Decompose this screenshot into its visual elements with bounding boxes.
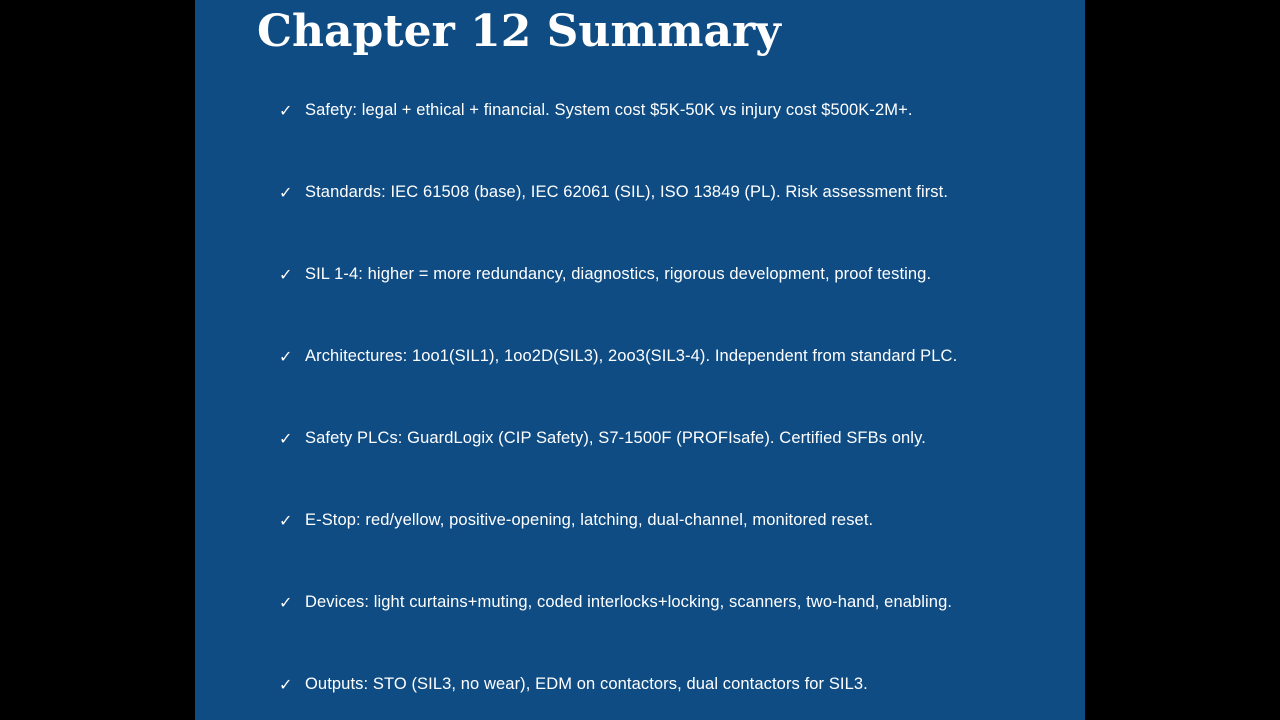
check-mark-icon: ✓ bbox=[279, 428, 293, 448]
presentation-slide bbox=[195, 0, 1085, 720]
bullet-text: Standards: IEC 61508 (base), IEC 62061 (SIL), ISO 13849 (PL). Risk assessment first. bbox=[305, 182, 949, 201]
check-mark-icon: ✓ bbox=[279, 510, 293, 530]
bullet-item bbox=[279, 257, 957, 291]
bullet-text: Safety: legal + ethical + financial. System cost $5K-50K vs injury cost $500K-2M+. bbox=[305, 100, 913, 119]
check-mark-icon: ✓ bbox=[279, 346, 293, 366]
check-mark-icon: ✓ bbox=[279, 182, 293, 202]
bullet-item bbox=[279, 421, 957, 455]
bullet-item bbox=[279, 339, 957, 373]
bullet-item bbox=[279, 667, 957, 701]
bullet-text: Safety PLCs: GuardLogix (CIP Safety), S7-1500F (PROFIsafe). Certified SFBs only. bbox=[305, 428, 926, 447]
bullet-text: SIL 1-4: higher = more redundancy, diagnostics, rigorous development, proof testing. bbox=[305, 264, 932, 283]
bullet-item bbox=[279, 503, 957, 537]
bullet-text: Devices: light curtains+muting, coded interlocks+locking, scanners, two-hand, enabling. bbox=[305, 592, 953, 611]
check-mark-icon: ✓ bbox=[279, 674, 293, 694]
check-mark-icon: ✓ bbox=[279, 264, 293, 284]
bullet-item bbox=[279, 175, 957, 209]
check-mark-icon: ✓ bbox=[279, 100, 293, 120]
bullet-text: E-Stop: red/yellow, positive-opening, latching, dual-channel, monitored reset. bbox=[305, 510, 874, 529]
summary-bullet-list bbox=[279, 93, 957, 720]
bullet-text: Outputs: STO (SIL3, no wear), EDM on contactors, dual contactors for SIL3. bbox=[305, 674, 868, 693]
check-mark-icon: ✓ bbox=[279, 592, 293, 612]
bullet-text: Architectures: 1oo1(SIL1), 1oo2D(SIL3), 2oo3(SIL3-4). Independent from standard PLC. bbox=[305, 346, 958, 365]
bullet-item bbox=[279, 585, 957, 619]
bullet-item bbox=[279, 93, 957, 127]
slide-title: Chapter 12 Summary bbox=[257, 6, 781, 57]
